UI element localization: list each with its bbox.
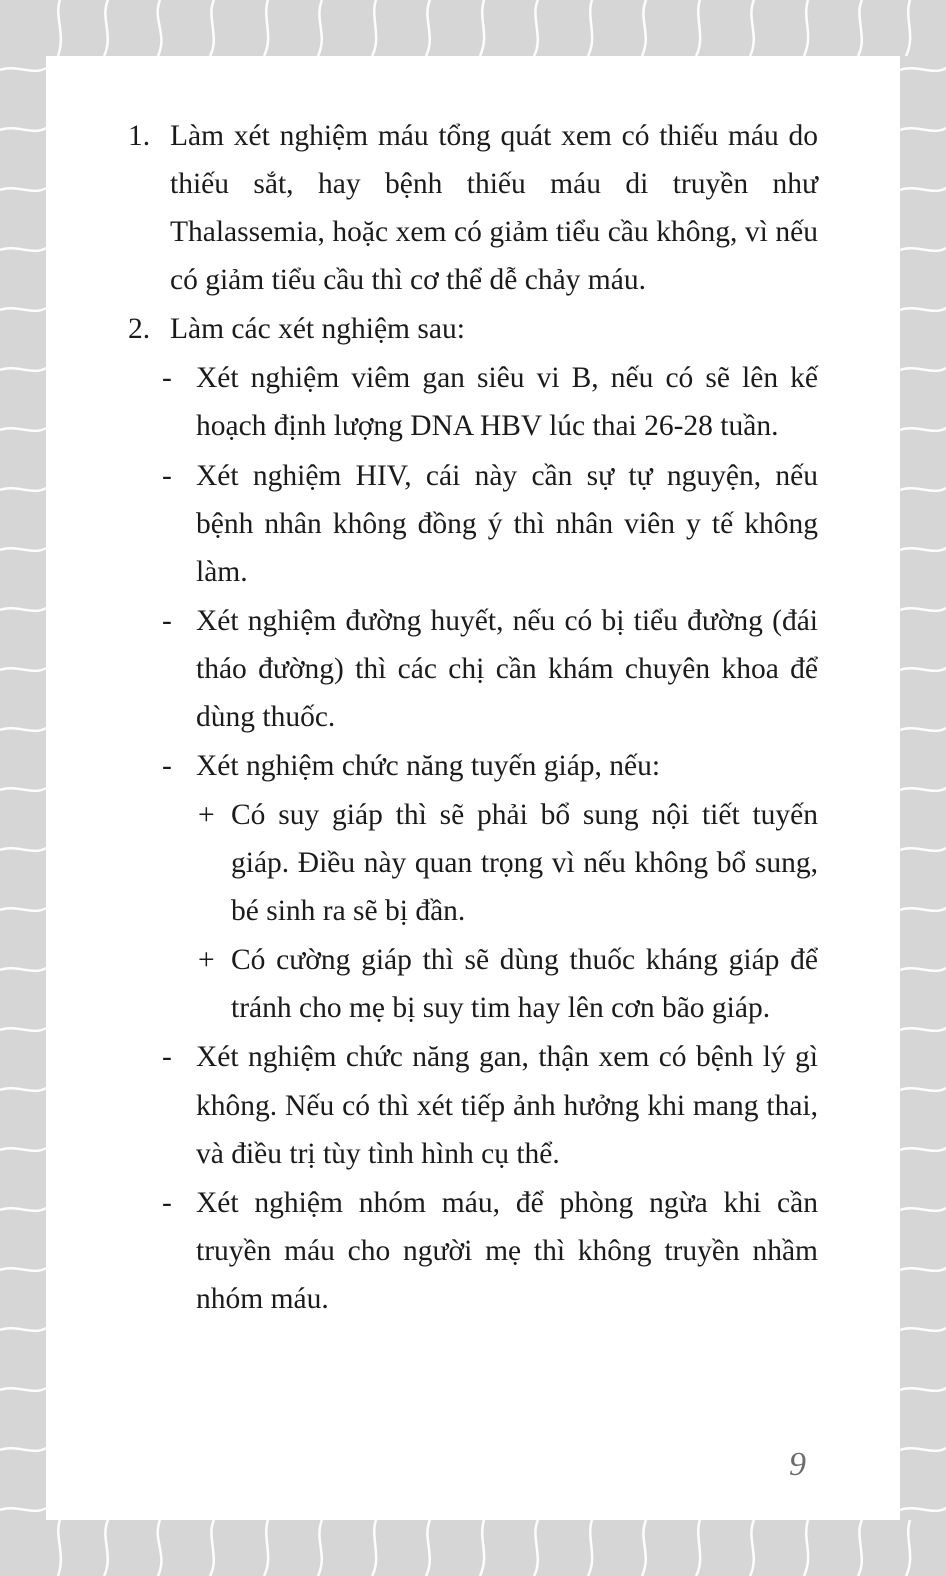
list-marker: -: [162, 1041, 172, 1074]
list-marker: -: [162, 362, 172, 395]
list-item: [128, 354, 818, 450]
list-marker: -: [162, 459, 172, 492]
list-marker: -: [162, 750, 172, 783]
list-marker: +: [198, 799, 215, 832]
page-border-left: [0, 0, 46, 1576]
list-item: [128, 791, 818, 935]
page-number: 9: [789, 1446, 806, 1483]
document-body: [128, 112, 818, 1324]
list-marker: -: [162, 604, 172, 637]
list-marker: -: [162, 1186, 172, 1219]
list-item-text: Xét nghiệm viêm gan siêu vi B, nếu có sẽ lên kế hoạch định lượng DNA HBV lúc thai 26-28 tuần.: [196, 362, 818, 443]
page-border-top: [0, 0, 946, 56]
list-marker: 1.: [128, 120, 151, 152]
list-item-text: Có suy giáp thì sẽ phải bổ sung nội tiết tuyến giáp. Điều này quan trọng vì nếu không bổ sung, bé sinh ra sẽ bị đần.: [231, 799, 818, 928]
list-item: [128, 112, 818, 304]
list-item-text: Làm xét nghiệm máu tổng quát xem có thiếu máu do thiếu sắt, hay bệnh thiếu máu di truyền như Thalassemia, hoặc xem có giảm tiểu cầu không, vì nếu có giảm tiểu cầu thì cơ thể dễ chảy máu.: [170, 120, 818, 297]
list-item: [128, 452, 818, 596]
list-item: [128, 305, 818, 353]
page-border-bottom: [0, 1520, 946, 1576]
list-item: [128, 742, 818, 790]
list-item-text: Xét nghiệm nhóm máu, để phòng ngừa khi cần truyền máu cho người mẹ thì không truyền nhầm nhóm máu.: [196, 1186, 818, 1315]
list-item-text: Xét nghiệm đường huyết, nếu có bị tiểu đường (đái tháo đường) thì các chị cần khám chuyên khoa để dùng thuốc.: [196, 604, 818, 733]
list-item-text: Có cường giáp thì sẽ dùng thuốc kháng giáp để tránh cho mẹ bị suy tim hay lên cơn bão giáp.: [231, 944, 818, 1025]
list-item-text: Xét nghiệm HIV, cái này cần sự tự nguyện, nếu bệnh nhân không đồng ý thì nhân viên y tế không làm.: [196, 459, 818, 588]
list-item-text: Làm các xét nghiệm sau:: [170, 313, 465, 346]
list-item: [128, 936, 818, 1032]
page-border-right: [900, 0, 946, 1576]
list-item: [128, 597, 818, 741]
list-item: [128, 1179, 818, 1323]
list-marker: 2.: [128, 313, 151, 346]
list-marker: +: [198, 944, 215, 977]
list-item-text: Xét nghiệm chức năng tuyến giáp, nếu:: [196, 750, 661, 783]
list-item-text: Xét nghiệm chức năng gan, thận xem có bệnh lý gì không. Nếu có thì xét tiếp ảnh hưởng khi mang thai, và điều trị tùy tình hình cụ thể.: [196, 1041, 818, 1170]
list-item: [128, 1033, 818, 1177]
